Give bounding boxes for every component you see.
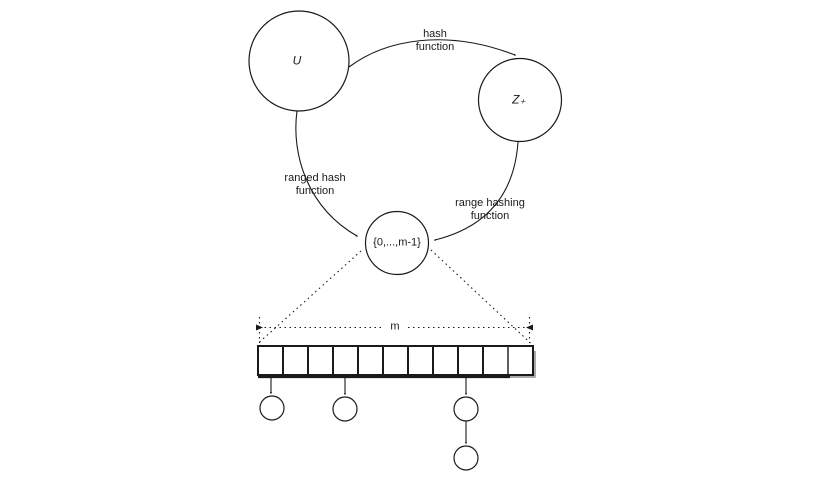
hash-function-edge-label-line1: hash [423, 28, 447, 40]
integers-node-label: Z₊ [512, 92, 526, 107]
hash-function-edge-label-line2: function [415, 41, 455, 53]
ranged-hash-function-edge-label-line1: ranged hash [284, 172, 346, 184]
ranged-hash-function-edge-label [284, 172, 345, 198]
measure-label: m [390, 320, 400, 333]
bucket-circle-1 [260, 396, 284, 420]
range-hashing-function-edge-label [455, 197, 525, 223]
bucket-array [258, 346, 533, 375]
ranged-hash-function-edge-label-line2: function [295, 185, 335, 197]
bucket-circle-4 [454, 446, 478, 470]
projection-dotted-line-left [259, 251, 362, 343]
range-hashing-function-edge [435, 142, 518, 240]
hash-function-edge-label [416, 28, 455, 54]
range-hashing-function-edge-label-line1: range hashing [455, 197, 525, 209]
bucket-circle-2 [333, 397, 357, 421]
universe-node-label: U [292, 53, 302, 68]
range-hashing-function-edge-label-line2: function [470, 210, 510, 222]
range-set-node-label: {0,...,m-1} [373, 236, 421, 249]
projection-dotted-line-right [431, 250, 531, 343]
bucket-circle-3 [454, 397, 478, 421]
